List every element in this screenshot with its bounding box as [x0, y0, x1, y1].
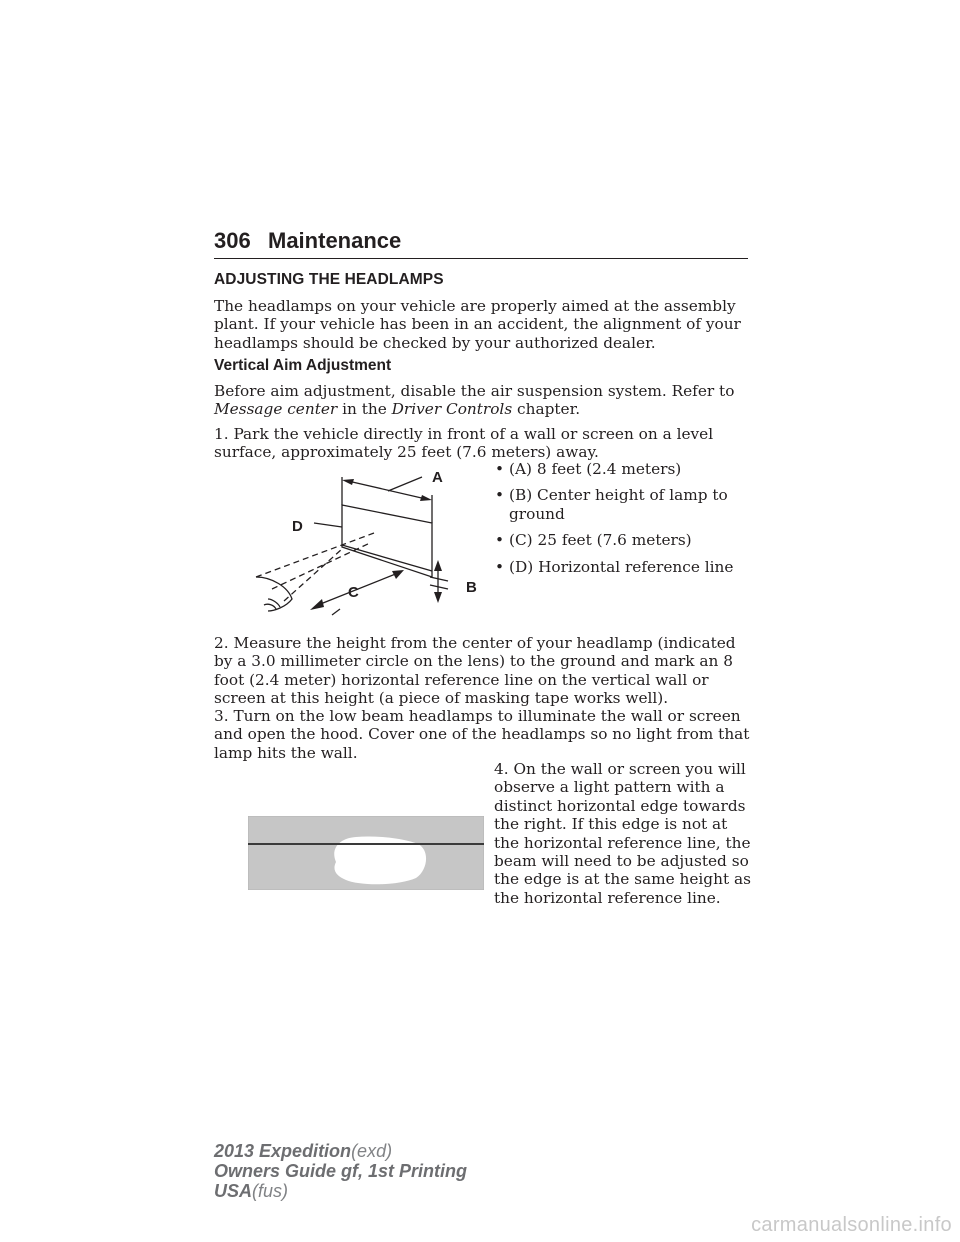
- section-title: Maintenance: [268, 228, 402, 253]
- light-pattern-illustration: [248, 816, 484, 890]
- watermark: carmanualsonline.info: [751, 1214, 952, 1236]
- list-item: • (C) 25 feet (7.6 meters): [495, 531, 692, 550]
- list-item: • (D) Horizontal reference line: [495, 557, 734, 576]
- pre-step-middle: in the: [342, 400, 387, 419]
- wall-screen: [342, 505, 432, 577]
- headlamp-aim-diagram: [254, 465, 486, 620]
- diagram-legend-list: [493, 460, 753, 584]
- step-2-paragraph: [214, 634, 754, 708]
- step-3-text: 3. Turn on the low beam headlamps to illuminate the wall or screen and open the hood. Cover one of the headlamps so no light from that lamp hits the wall.: [214, 707, 750, 762]
- dimension-d-leader: [314, 523, 342, 527]
- diagram-label-c: C: [348, 584, 359, 601]
- step-1-paragraph: [214, 425, 754, 462]
- message-center-ref: Message center: [214, 400, 338, 419]
- step-4-paragraph: [494, 760, 756, 907]
- intro-paragraph: [214, 297, 754, 352]
- footer-market-code: (fus): [252, 1181, 289, 1201]
- step-4-text: 4. On the wall or screen you will observe a light pattern with a distinct horizontal edge towards the right. If this edge is not at the horizontal reference line, the beam will need to be adjusted so the edge is at the same height as the horizontal reference line.: [494, 760, 751, 907]
- pre-step-after: chapter.: [517, 400, 581, 419]
- list-item: • (B) Center height of lamp to ground: [495, 486, 728, 523]
- diagram-label-a: A: [432, 469, 443, 486]
- footer-print-info: [214, 1141, 467, 1201]
- list-item: • (A) 8 feet (2.4 meters): [495, 460, 682, 478]
- footer-model-code: (exd): [351, 1141, 393, 1161]
- dimension-a-line: [348, 481, 426, 499]
- diagram-label-b: B: [466, 579, 477, 596]
- subheading-vertical-aim: Vertical Aim Adjustment: [214, 357, 392, 374]
- diagram-label-d: D: [292, 518, 303, 535]
- footer-market: USA: [214, 1181, 253, 1201]
- header-rule: [214, 258, 748, 259]
- intro-text: The headlamps on your vehicle are properly aimed at the assembly plant. If your vehicle has been in an accident, the alignment of your headlamps should be checked by your authorized dealer.: [214, 297, 741, 352]
- step-3-paragraph: [214, 707, 754, 762]
- pre-step-before: Before aim adjustment, disable the air suspension system. Refer to: [214, 382, 735, 400]
- driver-controls-ref: Driver Controls: [391, 400, 513, 419]
- step-2-text: 2. Measure the height from the center of your headlamp (indicated by a 3.0 millimeter circle on the lens) to the ground and mark an 8 foot (2.4 meter) horizontal reference line on the vertical wall or screen at this height (a piece of masking tape works well).: [214, 634, 736, 708]
- step-1-text: 1. Park the vehicle directly in front of a wall or screen on a level surface, approximately 25 feet (7.6 meters) away.: [214, 425, 714, 462]
- page-number: 306: [214, 228, 251, 253]
- footer-model: 2013 Expedition: [214, 1141, 352, 1161]
- footer-guide: Owners Guide gf, 1st Printing: [214, 1161, 468, 1181]
- heading-adjusting-headlamps: ADJUSTING THE HEADLAMPS: [214, 271, 444, 288]
- pre-step-paragraph: [214, 382, 754, 419]
